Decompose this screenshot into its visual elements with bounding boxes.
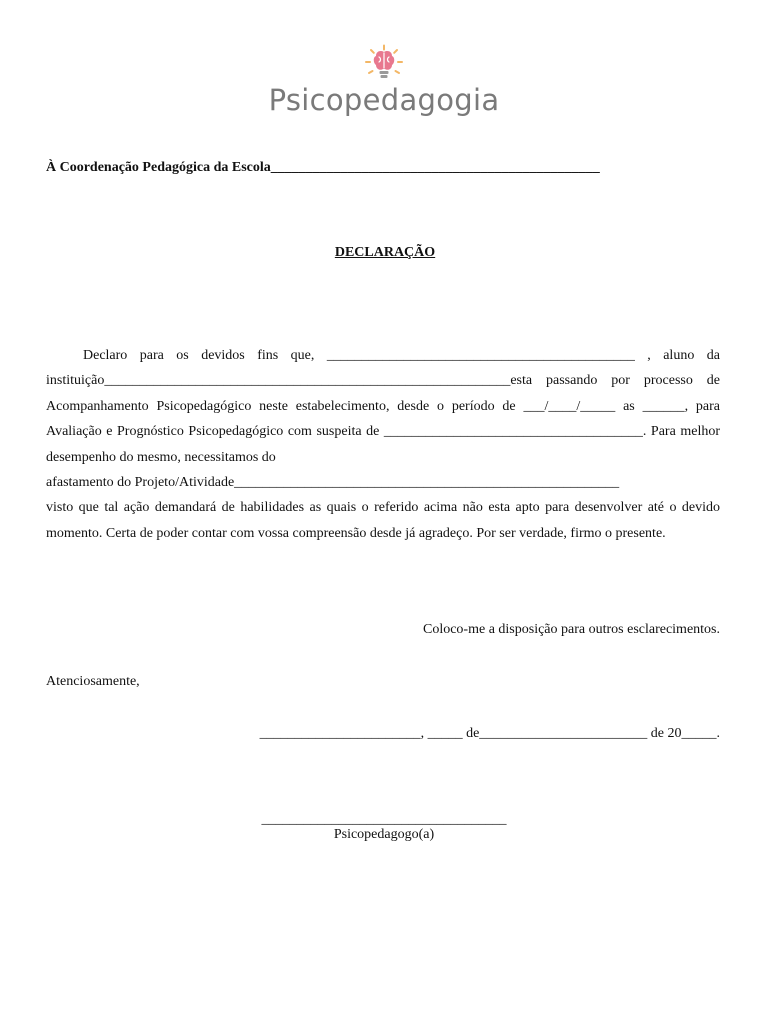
- recipient-line: À Coordenação Pedagógica da Escola_______________________________________________: [46, 160, 600, 175]
- brain-lightbulb-icon: [364, 44, 404, 84]
- closing-text: Coloco-me a disposição para outros esclarecimentos.: [422, 622, 720, 637]
- date-line: _______________________, _____ de________________________ de 20_____.: [259, 726, 720, 741]
- declaration-body: [46, 343, 720, 546]
- body-text-3: afastamento do Projeto/Atividade_______________________________________________________: [46, 475, 620, 491]
- logo: [0, 44, 768, 115]
- signature-line: ___________________________________: [261, 812, 507, 827]
- closing-paragraph: [46, 495, 720, 546]
- body-text-4: visto que tal ação demandará de habilidades as quais o referido acima não esta apto para desenvolver até o devido momento. Certa de poder contar com vossa compreensão desde já agradeço. Por ser verdade, firmo o presente.: [46, 500, 720, 541]
- activity-line: [46, 470, 720, 495]
- logo-text: Psicopedagogia: [268, 83, 500, 117]
- declaration-paragraph: [46, 343, 720, 470]
- regards-text: Atenciosamente,: [46, 674, 140, 689]
- body-text-1: Declaro para os devidos fins que, ____________________________________________ , aluno da instituição__________________________________________________________: [46, 348, 720, 389]
- body-text-2: esta passando por processo de Acompanhamento Psicopedagógico neste estabelecimento, desde o período de ___/____/_____ as ______, para Avaliação e Prognóstico Psicopedagógico com suspeita de _____________________________________. Para melhor desempenho do mesmo, necessitamos do: [46, 373, 720, 465]
- signature-label: Psicopedagogo(a): [333, 827, 435, 842]
- document-title: DECLARAÇÃO: [334, 245, 436, 260]
